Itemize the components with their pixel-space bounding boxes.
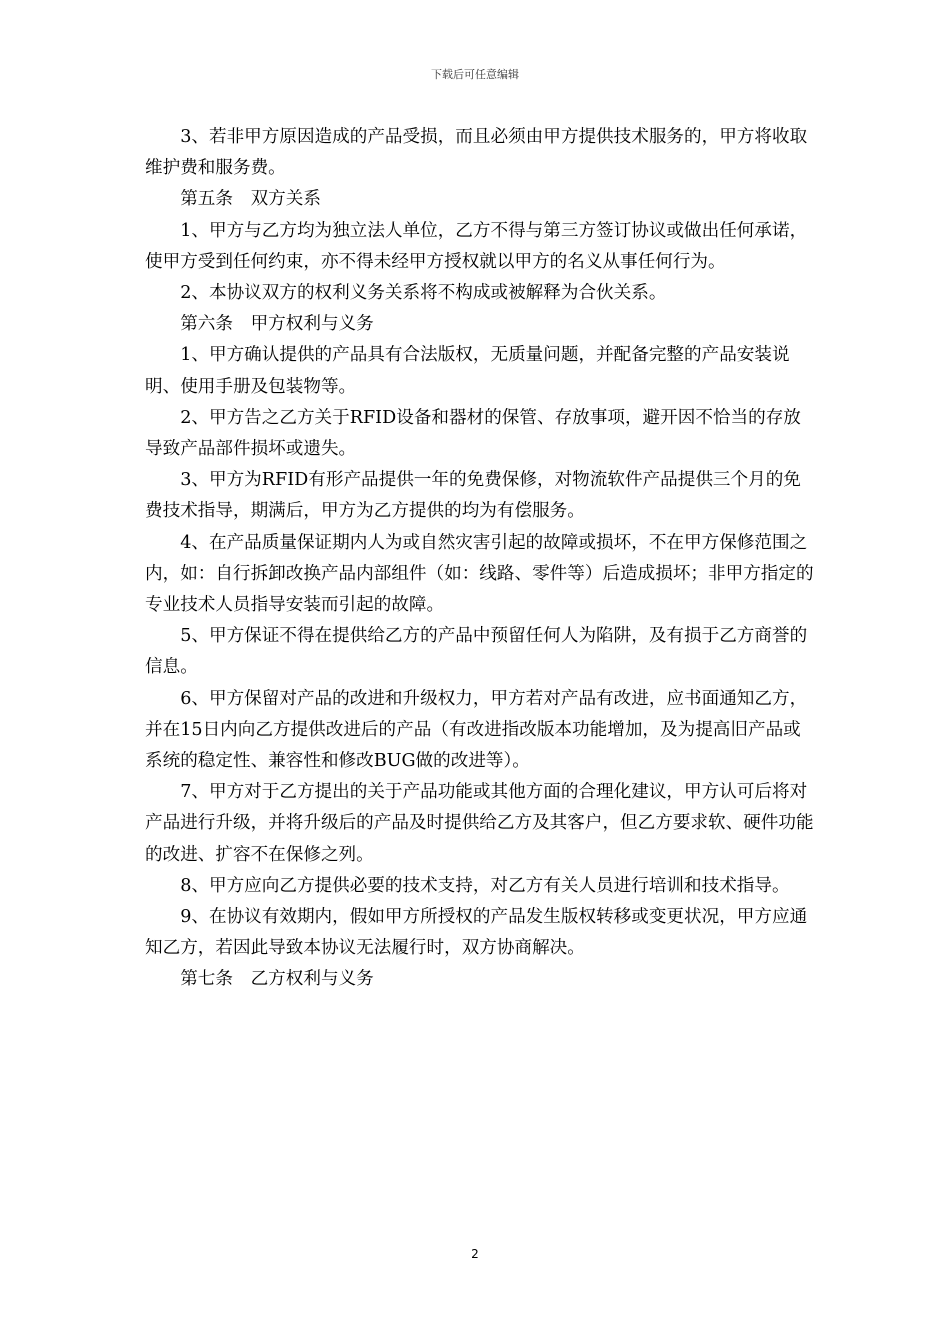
section-heading: 第五条 双方关系	[180, 189, 321, 210]
paragraph: 6、甲方保留对产品的改进和升级权力，甲方若对产品有改进，应书面通知乙方，并在15日内向乙方提供改进后的产品（有改进指改版本功能增加，及为提高旧产品或系统的稳定性、兼容性和修改BUG做的改进等）。	[145, 688, 808, 772]
paragraph: 7、甲方对于乙方提出的关于产品功能或其他方面的合理化建议，甲方认可后将对产品进行升级，并将升级后的产品及时提供给乙方及其客户，但乙方要求软、硬件功能的改进、扩容不在保修之列。	[145, 782, 814, 865]
paragraph: 1、甲方与乙方均为独立法人单位，乙方不得与第三方签订协议或做出任何承诺，使甲方受到任何约束，亦不得未经甲方授权就以甲方的名义从事任何行为。	[145, 220, 808, 272]
document-body	[145, 122, 817, 996]
paragraph: 4、在产品质量保证期内人为或自然灾害引起的故障或损坏，不在甲方保修范围之内，如：自行拆卸改换产品内部组件（如：线路、零件等）后造成损坏；非甲方指定的专业技术人员指导安装而引起的故障。	[145, 532, 814, 616]
paragraph: 9、在协议有效期内，假如甲方所授权的产品发生版权转移或变更状况，甲方应通知乙方，若因此导致本协议无法履行时，双方协商解决。	[145, 907, 808, 959]
paragraph: 8、甲方应向乙方提供必要的技术支持，对乙方有关人员进行培训和技术指导。	[180, 875, 790, 896]
paragraph: 3、甲方为RFID有形产品提供一年的免费保修，对物流软件产品提供三个月的免费技术指导，期满后，甲方为乙方提供的均为有偿服务。	[145, 470, 801, 522]
paragraph: 5、甲方保证不得在提供给乙方的产品中预留任何人为陷阱，及有损于乙方商誉的信息。	[145, 626, 808, 678]
paragraph: 3、若非甲方原因造成的产品受损，而且必须由甲方提供技术服务的，甲方将收取维护费和服务费。	[145, 127, 808, 179]
paragraph: 1、甲方确认提供的产品具有合法版权，无质量问题，并配备完整的产品安装说明、使用手册及包装物等。	[145, 345, 790, 397]
paragraph: 2、甲方告之乙方关于RFID设备和器材的保管、存放事项，避开因不恰当的存放导致产品部件损坏或遗失。	[145, 407, 801, 460]
section-heading: 第六条 甲方权利与义务	[180, 314, 374, 335]
page-header: 下载后可任意编辑	[431, 68, 519, 81]
section-heading: 第七条 乙方权利与义务	[180, 969, 374, 990]
paragraph: 2、本协议双方的权利义务关系将不构成或被解释为合伙关系。	[180, 283, 667, 304]
page-number: 2	[471, 1247, 479, 1261]
